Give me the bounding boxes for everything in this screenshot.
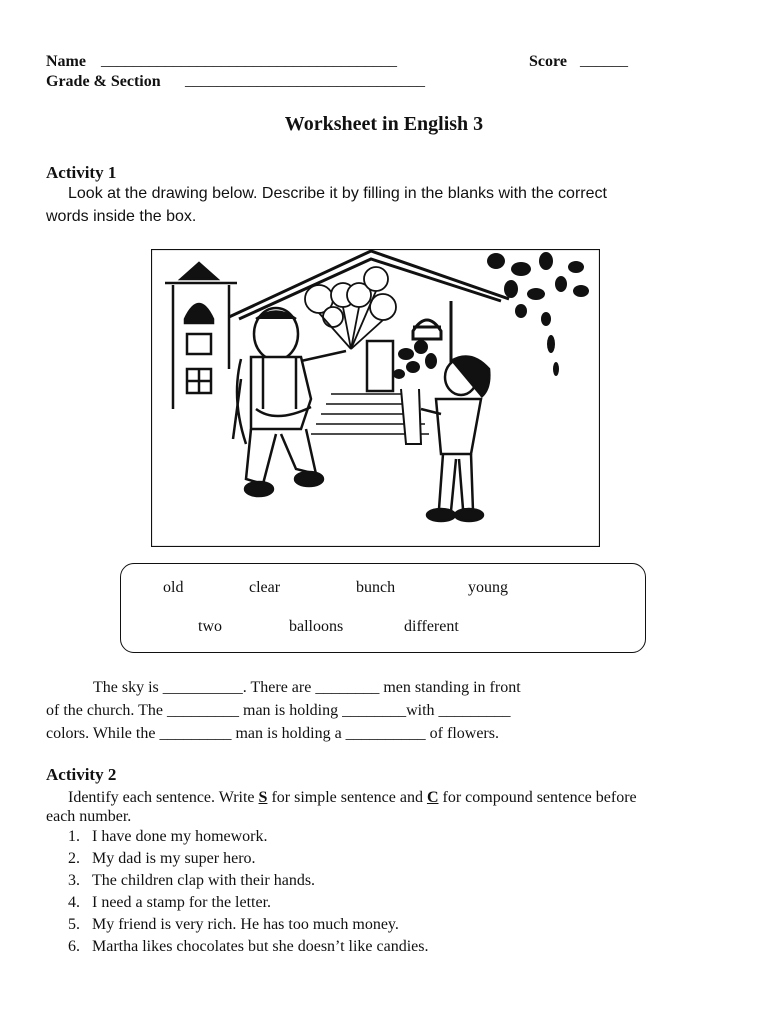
passage-line-1: The sky is __________. There are ________ men standing in front bbox=[93, 679, 521, 696]
worksheet-title: Worksheet in English 3 bbox=[284, 113, 484, 135]
list-item-text: I need a stamp for the letter. bbox=[92, 894, 272, 911]
instruction-text-pre: Identify each sentence. Write bbox=[68, 789, 259, 806]
list-item bbox=[68, 828, 268, 846]
grade-section-blank[interactable]: ______________________________ bbox=[185, 72, 425, 89]
instruction-compound-letter: C bbox=[426, 789, 439, 806]
list-item bbox=[68, 850, 256, 868]
list-item-number: 3. bbox=[68, 872, 80, 889]
word-young: young bbox=[468, 579, 508, 596]
word-balloons: balloons bbox=[289, 618, 344, 635]
list-item bbox=[68, 894, 271, 912]
word-box bbox=[120, 563, 646, 653]
list-item-number: 2. bbox=[68, 850, 80, 867]
list-item bbox=[68, 872, 315, 890]
word-old: old bbox=[163, 579, 184, 596]
grade-section-label: Grade & Section bbox=[46, 73, 161, 90]
activity2-instruction-line1 bbox=[68, 789, 637, 807]
list-item-text: Martha likes chocolates but she doesn’t like candies. bbox=[92, 938, 429, 955]
activity2-heading: Activity 2 bbox=[46, 765, 117, 784]
activity1-instruction-line2: words inside the box. bbox=[46, 208, 197, 225]
word-clear: clear bbox=[249, 579, 281, 596]
list-item-text: The children clap with their hands. bbox=[92, 872, 316, 889]
name-label: Name bbox=[46, 53, 86, 70]
name-blank[interactable]: _____________________________________ bbox=[101, 52, 397, 69]
list-item bbox=[68, 916, 399, 934]
list-item bbox=[68, 938, 429, 956]
passage-line-2: of the church. The _________ man is holding ________with _________ bbox=[46, 702, 511, 719]
activity1-heading: Activity 1 bbox=[46, 163, 117, 182]
list-item-text: I have done my homework. bbox=[92, 828, 268, 845]
activity2-instruction-line2: each number. bbox=[46, 808, 132, 825]
list-item-number: 6. bbox=[68, 938, 80, 955]
word-different: different bbox=[404, 618, 459, 635]
list-item-number: 4. bbox=[68, 894, 80, 911]
list-item-text: My friend is very rich. He has too much money. bbox=[92, 916, 399, 933]
score-label: Score bbox=[529, 53, 567, 70]
church-illustration bbox=[151, 249, 600, 547]
instruction-simple-letter: S bbox=[258, 789, 268, 806]
instruction-text-mid: for simple sentence and bbox=[267, 789, 427, 806]
word-bunch: bunch bbox=[356, 579, 396, 596]
instruction-text-post: for compound sentence before bbox=[438, 789, 637, 806]
activity1-instruction-line1: Look at the drawing below. Describe it by filling in the blanks with the correct bbox=[68, 185, 607, 202]
passage-line-3: colors. While the _________ man is holding a __________ of flowers. bbox=[46, 725, 499, 742]
list-item-number: 1. bbox=[68, 828, 80, 845]
list-item-text: My dad is my super hero. bbox=[92, 850, 256, 867]
word-two: two bbox=[198, 618, 222, 635]
list-item-number: 5. bbox=[68, 916, 80, 933]
score-blank[interactable]: ______ bbox=[580, 52, 628, 69]
